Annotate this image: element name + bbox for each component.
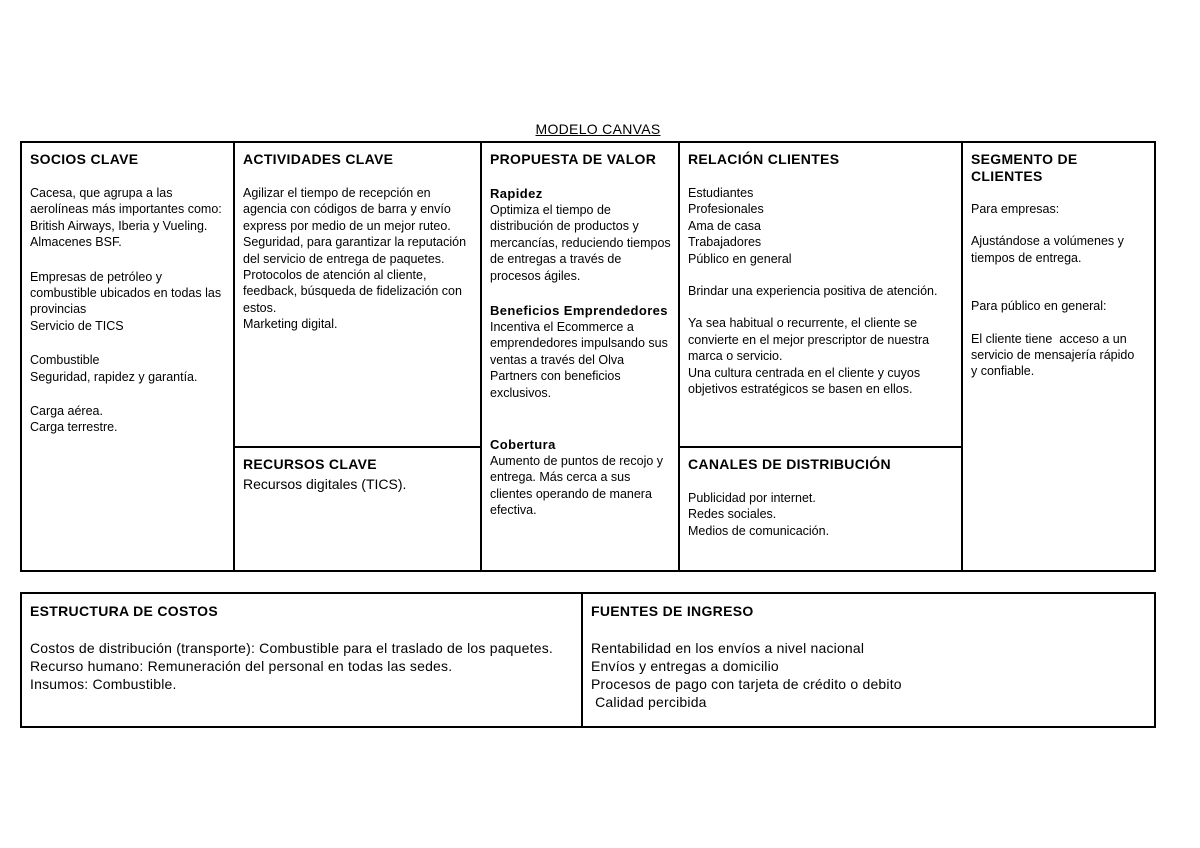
actividades-clave-section xyxy=(235,143,480,446)
section-heading: SEGMENTO DE CLIENTES xyxy=(971,151,1078,184)
socios-clave-section xyxy=(22,143,233,570)
section-text: Para empresas: xyxy=(971,202,1060,216)
section-text: Ya sea habitual o recurrente, el cliente se convierte en el mejor prescriptor de nuestra marca o servicio. Una cultura centrada en el cliente y cuyos objetivos estratégicos se basen en ellos. xyxy=(688,316,930,397)
section-text: Aumento de puntos de recojo y entrega. Más cerca a sus clientes operando de manera efectiva. xyxy=(490,454,667,518)
section-text: Recursos digitales (TICS). xyxy=(243,476,407,492)
section-text: Ajustándose a volúmenes y tiempos de entrega. xyxy=(971,234,1128,265)
canvas-top-grid xyxy=(20,141,1156,572)
section-text: Cacesa, que agrupa a las aerolíneas más importantes como: British Airways, Iberia y Vueling. Almacenes BSF. xyxy=(30,186,222,250)
canales-distribucion-section xyxy=(680,448,961,570)
subheading: Cobertura xyxy=(490,437,556,453)
section-text: Costos de distribución (transporte): Combustible para el traslado de los paquetes. Recurso humano: Remuneración del personal en todas las sedes. Insumos: Combustible. xyxy=(30,640,554,692)
section-heading: PROPUESTA DE VALOR xyxy=(490,151,657,167)
section-text: Brindar una experiencia positiva de atención. xyxy=(688,284,938,299)
section-text: Estudiantes Profesionales Ama de casa Trabajadores Público en general xyxy=(688,186,792,266)
section-text: Optimiza el tiempo de distribución de productos y mercancías, reduciendo tiempos de entregas a través de procesos ágiles. xyxy=(490,203,675,283)
recursos-clave-section xyxy=(235,448,480,570)
section-text: Empresas de petróleo y combustible ubicados en todas las provincias Servicio de TICS xyxy=(30,269,222,333)
section-heading: ACTIVIDADES CLAVE xyxy=(243,151,394,167)
section-text: Rentabilidad en los envíos a nivel nacional Envíos y entregas a domicilio Procesos de pago con tarjeta de crédito o debito Calidad percibida xyxy=(591,640,902,710)
section-text: Carga aérea. Carga terrestre. xyxy=(30,404,118,435)
segmento-clientes-section xyxy=(963,143,1154,570)
section-heading: FUENTES DE INGRESO xyxy=(591,603,754,619)
estructura-costos-section xyxy=(22,594,581,726)
section-text: Combustible Seguridad, rapidez y garantía. xyxy=(30,353,198,384)
section-text: El cliente tiene acceso a un servicio de mensajería rápido y confiable. xyxy=(971,331,1145,379)
section-text: Incentiva el Ecommerce a emprendedores impulsando sus ventas a través del Olva Partners con beneficios exclusivos. xyxy=(490,320,672,400)
section-heading: RELACIÓN CLIENTES xyxy=(688,151,840,167)
section-heading: CANALES DE DISTRIBUCIÓN xyxy=(688,456,891,472)
section-text: Agilizar el tiempo de recepción en agencia con códigos de barra y envío express por medio de un mejor ruteo. Seguridad, para garantizar la reputación del servicio de entrega de paquetes. Protocolos de atención al cliente, feedback, búsqueda de fidelización con estos. Marketing digital. xyxy=(243,186,467,332)
page-title: MODELO CANVAS xyxy=(535,121,661,137)
section-heading: SOCIOS CLAVE xyxy=(30,151,139,167)
section-heading: RECURSOS CLAVE xyxy=(243,456,377,472)
section-text: Para público en general: xyxy=(971,299,1107,314)
propuesta-valor-section xyxy=(482,143,678,570)
fuentes-ingreso-section xyxy=(583,594,1154,726)
relacion-clientes-section xyxy=(680,143,961,446)
section-heading: ESTRUCTURA DE COSTOS xyxy=(30,603,219,619)
section-text: Publicidad por internet. Redes sociales. Medios de comunicación. xyxy=(688,491,830,538)
subheading: Rapidez xyxy=(490,186,543,201)
subheading: Beneficios Emprendedores xyxy=(490,303,668,319)
canvas-bottom-grid xyxy=(20,592,1156,728)
